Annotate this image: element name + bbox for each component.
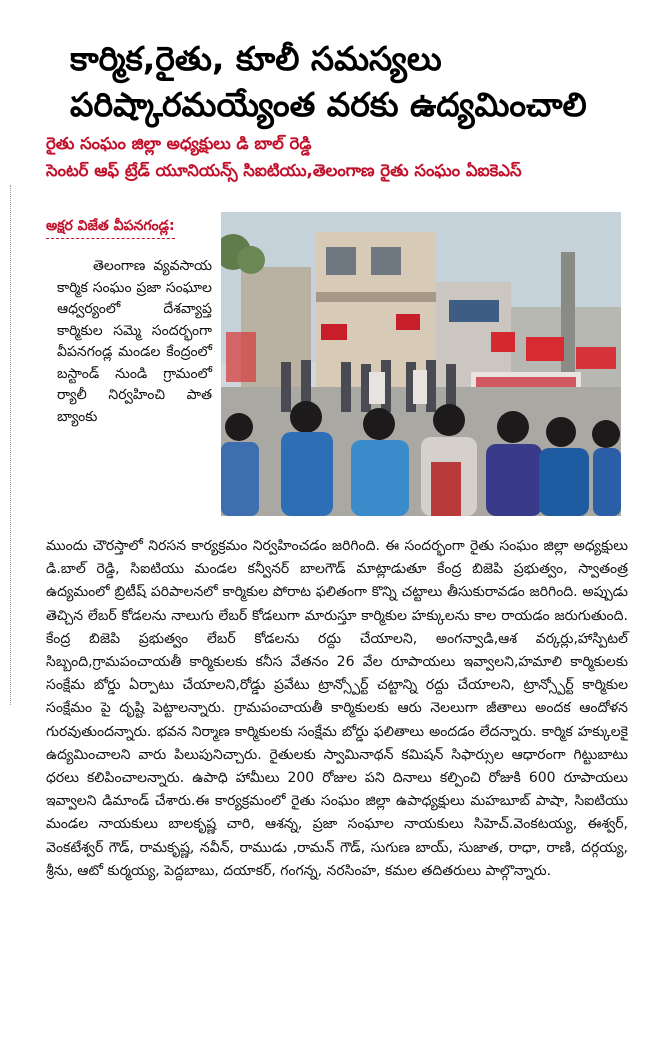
- protest-rally-photo: [221, 212, 621, 516]
- article-body-full: [46, 535, 628, 883]
- subheadline-line-2: సెంటర్ ఆఫ్ ట్రేడ్ యూనియన్స్ సిఐటియు,తెలంగాణ రైతు సంఘం ఏఐకెఎస్: [46, 161, 522, 180]
- subheadline-line-1: రైతు సంఘం జిల్లా అధ్యక్షులు డి బాల్ రెడ్డి: [46, 134, 312, 153]
- headline: [70, 36, 630, 128]
- byline: అక్షర విజేత వీపనగండ్ల:: [46, 218, 175, 239]
- headline-line-1: కార్మిక,రైతు, కూలీ సమస్యలు: [70, 39, 442, 78]
- subheadline: [46, 130, 646, 184]
- body-paragraph-intro: తెలంగాణ వ్యవసాయ కార్మిక సంఘం ప్రజా సంఘాల ఆధ్వర్యంలో దేశవ్యాప్త కార్మికుల సమ్మె సందర్భంగా వీపనగండ్ల మండల కేంద్రంలో బస్టాండ్ నుండి గ్రామంలో ర్యాలీ నిర్వహించి పాత బ్యాంకు: [57, 258, 212, 425]
- column-divider: [0, 185, 11, 705]
- headline-line-2: పరిష్కారమయ్యేంత వరకు ఉద్యమించాలి: [70, 85, 587, 124]
- body-paragraph-main: ముందు చౌరస్తాలో నిరసన కార్యక్రమం నిర్వహించడం జరిగింది. ఈ సందర్భంగా రైతు సంఘం జిల్లా అధ్యక్షులు డి.బాల్ రెడ్డి, సిఐటియు మండల కన్వీనర్ బాలగౌడ్ మాట్లాడుతూ కేంద్ర బిజెపి ప్రభుత్వం, స్వాతంత్ర ఉద్యమంలో బ్రిటీష్ పరిపాలనలో కార్మికుల పోరాట ఫలితంగా కొన్ని చట్టాలు తీసుకురావడం జరిగింది. అప్పుడు తెచ్చిన లేబర్ కోడలను నాలుగు లేబర్ కోడలుగా మారుస్తూ కార్మికుల హక్కులను కాల రాయడం జరుగుతుంది. కేంద్ర బిజెపి ప్రభుత్వం లేబర్ కోడలను రద్దు చేయాలని, అంగన్వాడి,ఆశ వర్కర్లు,హాస్పిటల్ సిబ్బంది,గ్రామపంచాయతీ కార్మికులకు కనీస వేతనం 26 వేల రూపాయలు ఇవ్వాలని,హమాలి కార్మికులకు సంక్షేమ బోర్డు ఏర్పాటు చేయాలని,రోడ్డు ప్రవేటు ట్రాన్స్పోర్ట్ చట్టాన్ని రద్దు చేయాలని, ట్రాన్స్పోర్ట్ కార్మికుల సంక్షేమం పై దృష్టి పెట్టాలన్నారు. గ్రామపంచాయతీ కార్మికులకు ఆరు నెలలుగా జీతాలు అందక ఆందోళన గురవుతుందన్నారు. భవన నిర్మాణ కార్మికులకు సంక్షేమ బోర్డు ఫలితాలు అందడం లేదన్నారు. కార్మిక హక్కులకై ఉద్యమించాలని వారు పిలుపునిచ్చారు. రైతులకు స్వామినాథన్ కమిషన్ సిఫార్సుల ఆధారంగా గిట్టుబాటు ధరలు కలిపించాలన్నారు. ఉపాధి హామీలు 200 రోజుల పని దినాలు కల్పించి రోజుకి 600 రూపాయలు ఇవ్వాలని డిమాండ్ చేశారు.ఈ కార్యక్రమంలో రైతు సంఘం జిల్లా ఉపాధ్యక్షులు మహబూబ్ పాషా, సిఐటియు మండల నాయకులు బాలకృష్ణ చారి, ఆశన్న, ప్రజా సంఘాల నాయకులు సిహెచ్.వెంకటయ్య, ఈశ్వర్, వెంకటేశ్వర్ గౌడ్, రామకృష్ణ, నవీన్, రాముడు ,రామన్ గౌడ్, సుగుణ బాయ్, సుజాత, రాధా, రాణి, దర్గయ్య, శ్రీను, ఆటో కుర్మయ్య, పెద్దబాబు, దయాకర్, గంగన్న, నరసింహ, కమల తదితరులు పాల్గొన్నారు.: [46, 538, 628, 879]
- article-body-column: [57, 256, 212, 428]
